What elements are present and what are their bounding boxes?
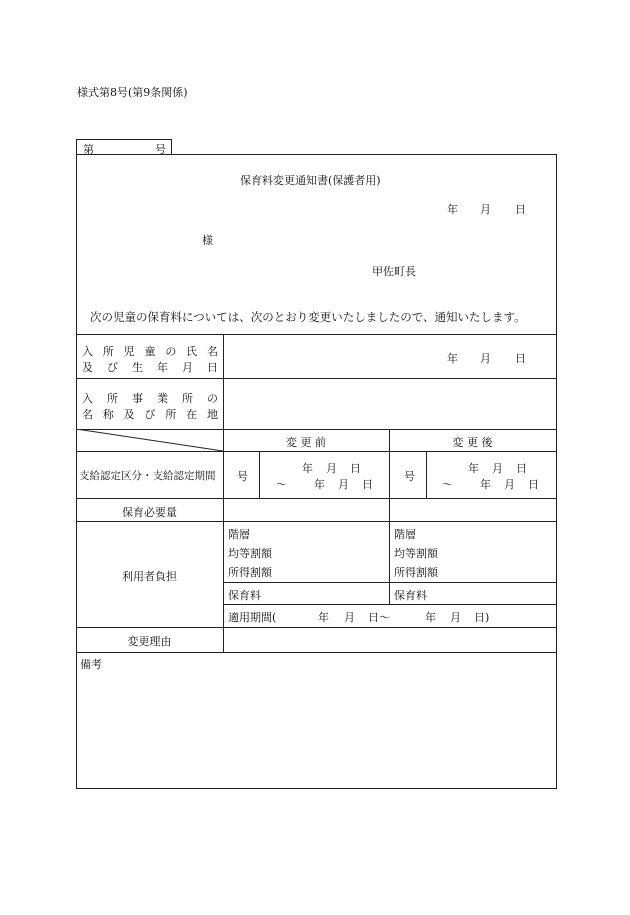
remarks-label: 備考 <box>80 658 102 671</box>
cert-go-after: 号 <box>404 470 415 483</box>
document-title: 保育料変更通知書(保護者用) <box>240 174 381 187</box>
number-dai: 第 <box>83 143 94 156</box>
diagonal-header-cell <box>76 429 223 451</box>
facility-label-line2: 名 称 及 び 所 在 地 <box>82 408 218 421</box>
child-label-line1: 入 所 児 童 の 氏 名 <box>82 345 218 358</box>
col-line <box>389 429 390 604</box>
col-line <box>259 451 260 498</box>
equal-amount-after: 均等割額 <box>394 547 438 560</box>
before-header: 変 更 前 <box>286 436 326 449</box>
col-line <box>426 451 427 498</box>
change-reason-label: 変更理由 <box>127 635 172 648</box>
equal-amount-before: 均等割額 <box>228 547 272 560</box>
row-line <box>76 652 556 653</box>
after-header: 変 更 後 <box>452 436 493 449</box>
row-line <box>223 604 556 605</box>
row-line <box>76 521 556 522</box>
user-burden-label: 利用者負担 <box>122 570 177 583</box>
child-label-line2: 及 び 生 年 月 日 <box>82 361 218 374</box>
intro-text: 次の児童の保育料については、次のとおり変更いたしましたので、通知いたします。 <box>90 310 526 324</box>
col-line <box>223 334 224 652</box>
number-go: 号 <box>155 143 166 156</box>
number-box <box>76 139 172 155</box>
care-need-label: 保育必要量 <box>122 506 177 519</box>
fee-before: 保育料 <box>228 589 261 602</box>
tier-after: 階層 <box>394 528 416 541</box>
row-line <box>76 378 556 379</box>
cert-go-before: 号 <box>237 470 248 483</box>
cert-label: 支給認定区分・支給認定期間 <box>79 470 216 482</box>
fee-after: 保育料 <box>394 589 427 602</box>
income-amount-after: 所得割額 <box>394 566 438 579</box>
issuer-name: 甲佐町長 <box>372 265 416 278</box>
facility-label-line1: 入 所 事 業 所 の <box>82 392 218 405</box>
row-line <box>76 451 556 452</box>
recipient-suffix: 様 <box>202 234 213 247</box>
form-number-label: 様式第8号(第9条関係) <box>77 86 188 99</box>
row-line <box>76 498 556 499</box>
row-line <box>76 627 556 628</box>
income-amount-before: 所得割額 <box>228 566 272 579</box>
tier-before: 階層 <box>228 528 250 541</box>
row-line <box>76 334 556 335</box>
